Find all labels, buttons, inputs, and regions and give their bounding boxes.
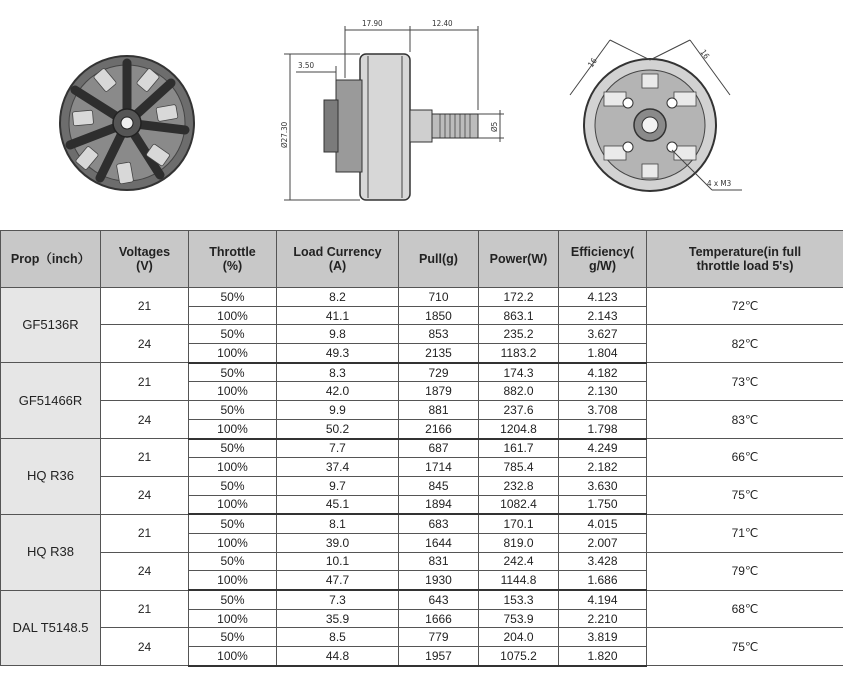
temperature-cell: 75℃ — [647, 628, 843, 666]
efficiency-cell: 4.194 — [559, 590, 647, 609]
motor-drawings — [0, 0, 843, 228]
throttle-cell: 50% — [189, 476, 277, 495]
dim-12-40: 12.40 — [432, 19, 453, 28]
voltage-cell: 24 — [101, 476, 189, 514]
pull-cell: 2166 — [399, 419, 479, 438]
current-cell: 8.1 — [277, 514, 399, 533]
efficiency-cell: 3.627 — [559, 325, 647, 344]
voltage-cell: 21 — [101, 514, 189, 552]
throttle-cell: 100% — [189, 458, 277, 477]
temperature-cell: 82℃ — [647, 325, 843, 363]
pull-cell: 2135 — [399, 344, 479, 363]
pull-cell: 643 — [399, 590, 479, 609]
current-cell: 49.3 — [277, 344, 399, 363]
efficiency-cell: 1.820 — [559, 647, 647, 666]
throttle-cell: 100% — [189, 382, 277, 401]
current-cell: 42.0 — [277, 382, 399, 401]
throttle-cell: 100% — [189, 495, 277, 514]
header-throttle: Throttle (%) — [189, 231, 277, 288]
table-row — [1, 514, 843, 533]
header-efficiency: Efficiency( g/W) — [559, 231, 647, 288]
table-row — [1, 363, 843, 382]
motor-technical-drawing — [0, 0, 843, 228]
voltage-cell: 21 — [101, 363, 189, 401]
power-cell: 161.7 — [479, 439, 559, 458]
temperature-cell: 66℃ — [647, 439, 843, 477]
efficiency-cell: 1.750 — [559, 495, 647, 514]
throttle-cell: 100% — [189, 419, 277, 438]
dim-27-30: Ø27.30 — [280, 121, 289, 148]
voltage-cell: 21 — [101, 590, 189, 628]
throttle-cell: 50% — [189, 325, 277, 344]
throttle-cell: 100% — [189, 609, 277, 628]
pull-cell: 710 — [399, 288, 479, 307]
power-cell: 172.2 — [479, 288, 559, 307]
efficiency-cell: 3.708 — [559, 401, 647, 420]
voltage-cell: 24 — [101, 628, 189, 666]
dim-16-left: 16 — [586, 56, 599, 70]
pull-cell: 853 — [399, 325, 479, 344]
throttle-cell: 50% — [189, 363, 277, 382]
efficiency-cell: 2.130 — [559, 382, 647, 401]
pull-cell: 687 — [399, 439, 479, 458]
current-cell: 8.5 — [277, 628, 399, 647]
current-cell: 9.8 — [277, 325, 399, 344]
current-cell: 10.1 — [277, 552, 399, 571]
pull-cell: 1714 — [399, 458, 479, 477]
motor-side-view — [284, 26, 504, 200]
power-cell: 237.6 — [479, 401, 559, 420]
dim-16-right: 16 — [698, 47, 711, 61]
temperature-cell: 83℃ — [647, 401, 843, 439]
prop-cell: HQ R38 — [1, 514, 101, 590]
temperature-cell: 75℃ — [647, 476, 843, 514]
pull-cell: 1644 — [399, 533, 479, 552]
power-cell: 1183.2 — [479, 344, 559, 363]
efficiency-cell: 2.210 — [559, 609, 647, 628]
throttle-cell: 100% — [189, 344, 277, 363]
current-cell: 8.2 — [277, 288, 399, 307]
power-cell: 1075.2 — [479, 647, 559, 666]
header-prop: Prop（inch） — [1, 231, 101, 288]
table-body — [1, 288, 843, 666]
throttle-cell: 50% — [189, 590, 277, 609]
header-voltage: Voltages (V) — [101, 231, 189, 288]
throttle-cell: 50% — [189, 288, 277, 307]
pull-cell: 1957 — [399, 647, 479, 666]
pull-cell: 1850 — [399, 306, 479, 325]
efficiency-cell: 4.015 — [559, 514, 647, 533]
voltage-cell: 24 — [101, 552, 189, 590]
table-header-row — [1, 231, 843, 288]
current-cell: 9.7 — [277, 476, 399, 495]
power-cell: 1082.4 — [479, 495, 559, 514]
table-row — [1, 476, 843, 495]
pull-cell: 779 — [399, 628, 479, 647]
throttle-cell: 50% — [189, 552, 277, 571]
power-cell: 242.4 — [479, 552, 559, 571]
header-power: Power(W) — [479, 231, 559, 288]
power-cell: 235.2 — [479, 325, 559, 344]
dim-4xm3: 4 x M3 — [707, 179, 732, 188]
pull-cell: 1666 — [399, 609, 479, 628]
power-cell: 785.4 — [479, 458, 559, 477]
header-temperature: Temperature(in full throttle load 5's) — [647, 231, 843, 288]
power-cell: 232.8 — [479, 476, 559, 495]
power-cell: 819.0 — [479, 533, 559, 552]
efficiency-cell: 3.630 — [559, 476, 647, 495]
power-cell: 170.1 — [479, 514, 559, 533]
efficiency-cell: 4.182 — [559, 363, 647, 382]
voltage-cell: 24 — [101, 325, 189, 363]
voltage-cell: 24 — [101, 401, 189, 439]
pull-cell: 729 — [399, 363, 479, 382]
current-cell: 39.0 — [277, 533, 399, 552]
pull-cell: 1930 — [399, 571, 479, 590]
efficiency-cell: 3.428 — [559, 552, 647, 571]
current-cell: 45.1 — [277, 495, 399, 514]
throttle-cell: 50% — [189, 628, 277, 647]
pull-cell: 1879 — [399, 382, 479, 401]
power-cell: 1144.8 — [479, 571, 559, 590]
table-row — [1, 628, 843, 647]
temperature-cell: 72℃ — [647, 288, 843, 325]
pull-cell: 831 — [399, 552, 479, 571]
voltage-cell: 21 — [101, 439, 189, 477]
pull-cell: 845 — [399, 476, 479, 495]
current-cell: 37.4 — [277, 458, 399, 477]
throttle-cell: 100% — [189, 647, 277, 666]
motor-top-view — [60, 56, 194, 190]
efficiency-cell: 4.249 — [559, 439, 647, 458]
power-cell: 753.9 — [479, 609, 559, 628]
dim-17-90: 17.90 — [362, 19, 383, 28]
table-row — [1, 439, 843, 458]
power-cell: 863.1 — [479, 306, 559, 325]
current-cell: 44.8 — [277, 647, 399, 666]
header-pull: Pull(g) — [399, 231, 479, 288]
throttle-cell: 100% — [189, 571, 277, 590]
current-cell: 47.7 — [277, 571, 399, 590]
prop-cell: HQ R36 — [1, 439, 101, 515]
prop-cell: GF5136R — [1, 288, 101, 363]
throttle-cell: 100% — [189, 306, 277, 325]
power-cell: 153.3 — [479, 590, 559, 609]
throttle-cell: 100% — [189, 533, 277, 552]
prop-cell: DAL T5148.5 — [1, 590, 101, 666]
temperature-cell: 71℃ — [647, 514, 843, 552]
voltage-cell: 21 — [101, 288, 189, 325]
temperature-cell: 68℃ — [647, 590, 843, 628]
current-cell: 9.9 — [277, 401, 399, 420]
current-cell: 35.9 — [277, 609, 399, 628]
current-cell: 7.3 — [277, 590, 399, 609]
power-cell: 882.0 — [479, 382, 559, 401]
current-cell: 7.7 — [277, 439, 399, 458]
efficiency-cell: 2.143 — [559, 306, 647, 325]
table-row — [1, 288, 843, 307]
efficiency-cell: 1.804 — [559, 344, 647, 363]
efficiency-cell: 2.182 — [559, 458, 647, 477]
power-cell: 204.0 — [479, 628, 559, 647]
pull-cell: 1894 — [399, 495, 479, 514]
efficiency-cell: 3.819 — [559, 628, 647, 647]
power-cell: 1204.8 — [479, 419, 559, 438]
table-row — [1, 401, 843, 420]
throttle-cell: 50% — [189, 401, 277, 420]
pull-cell: 881 — [399, 401, 479, 420]
temperature-cell: 73℃ — [647, 363, 843, 401]
header-current: Load Currency (A) — [277, 231, 399, 288]
dim-5: Ø5 — [490, 121, 499, 132]
current-cell: 50.2 — [277, 419, 399, 438]
dim-3-50: 3.50 — [298, 61, 315, 70]
efficiency-cell: 4.123 — [559, 288, 647, 307]
efficiency-cell: 2.007 — [559, 533, 647, 552]
current-cell: 41.1 — [277, 306, 399, 325]
pull-cell: 683 — [399, 514, 479, 533]
motor-spec-table — [0, 230, 843, 667]
table-row — [1, 590, 843, 609]
prop-cell: GF51466R — [1, 363, 101, 439]
table-row — [1, 325, 843, 344]
efficiency-cell: 1.686 — [559, 571, 647, 590]
power-cell: 174.3 — [479, 363, 559, 382]
efficiency-cell: 1.798 — [559, 419, 647, 438]
current-cell: 8.3 — [277, 363, 399, 382]
table-row — [1, 552, 843, 571]
throttle-cell: 50% — [189, 439, 277, 458]
temperature-cell: 79℃ — [647, 552, 843, 590]
throttle-cell: 50% — [189, 514, 277, 533]
